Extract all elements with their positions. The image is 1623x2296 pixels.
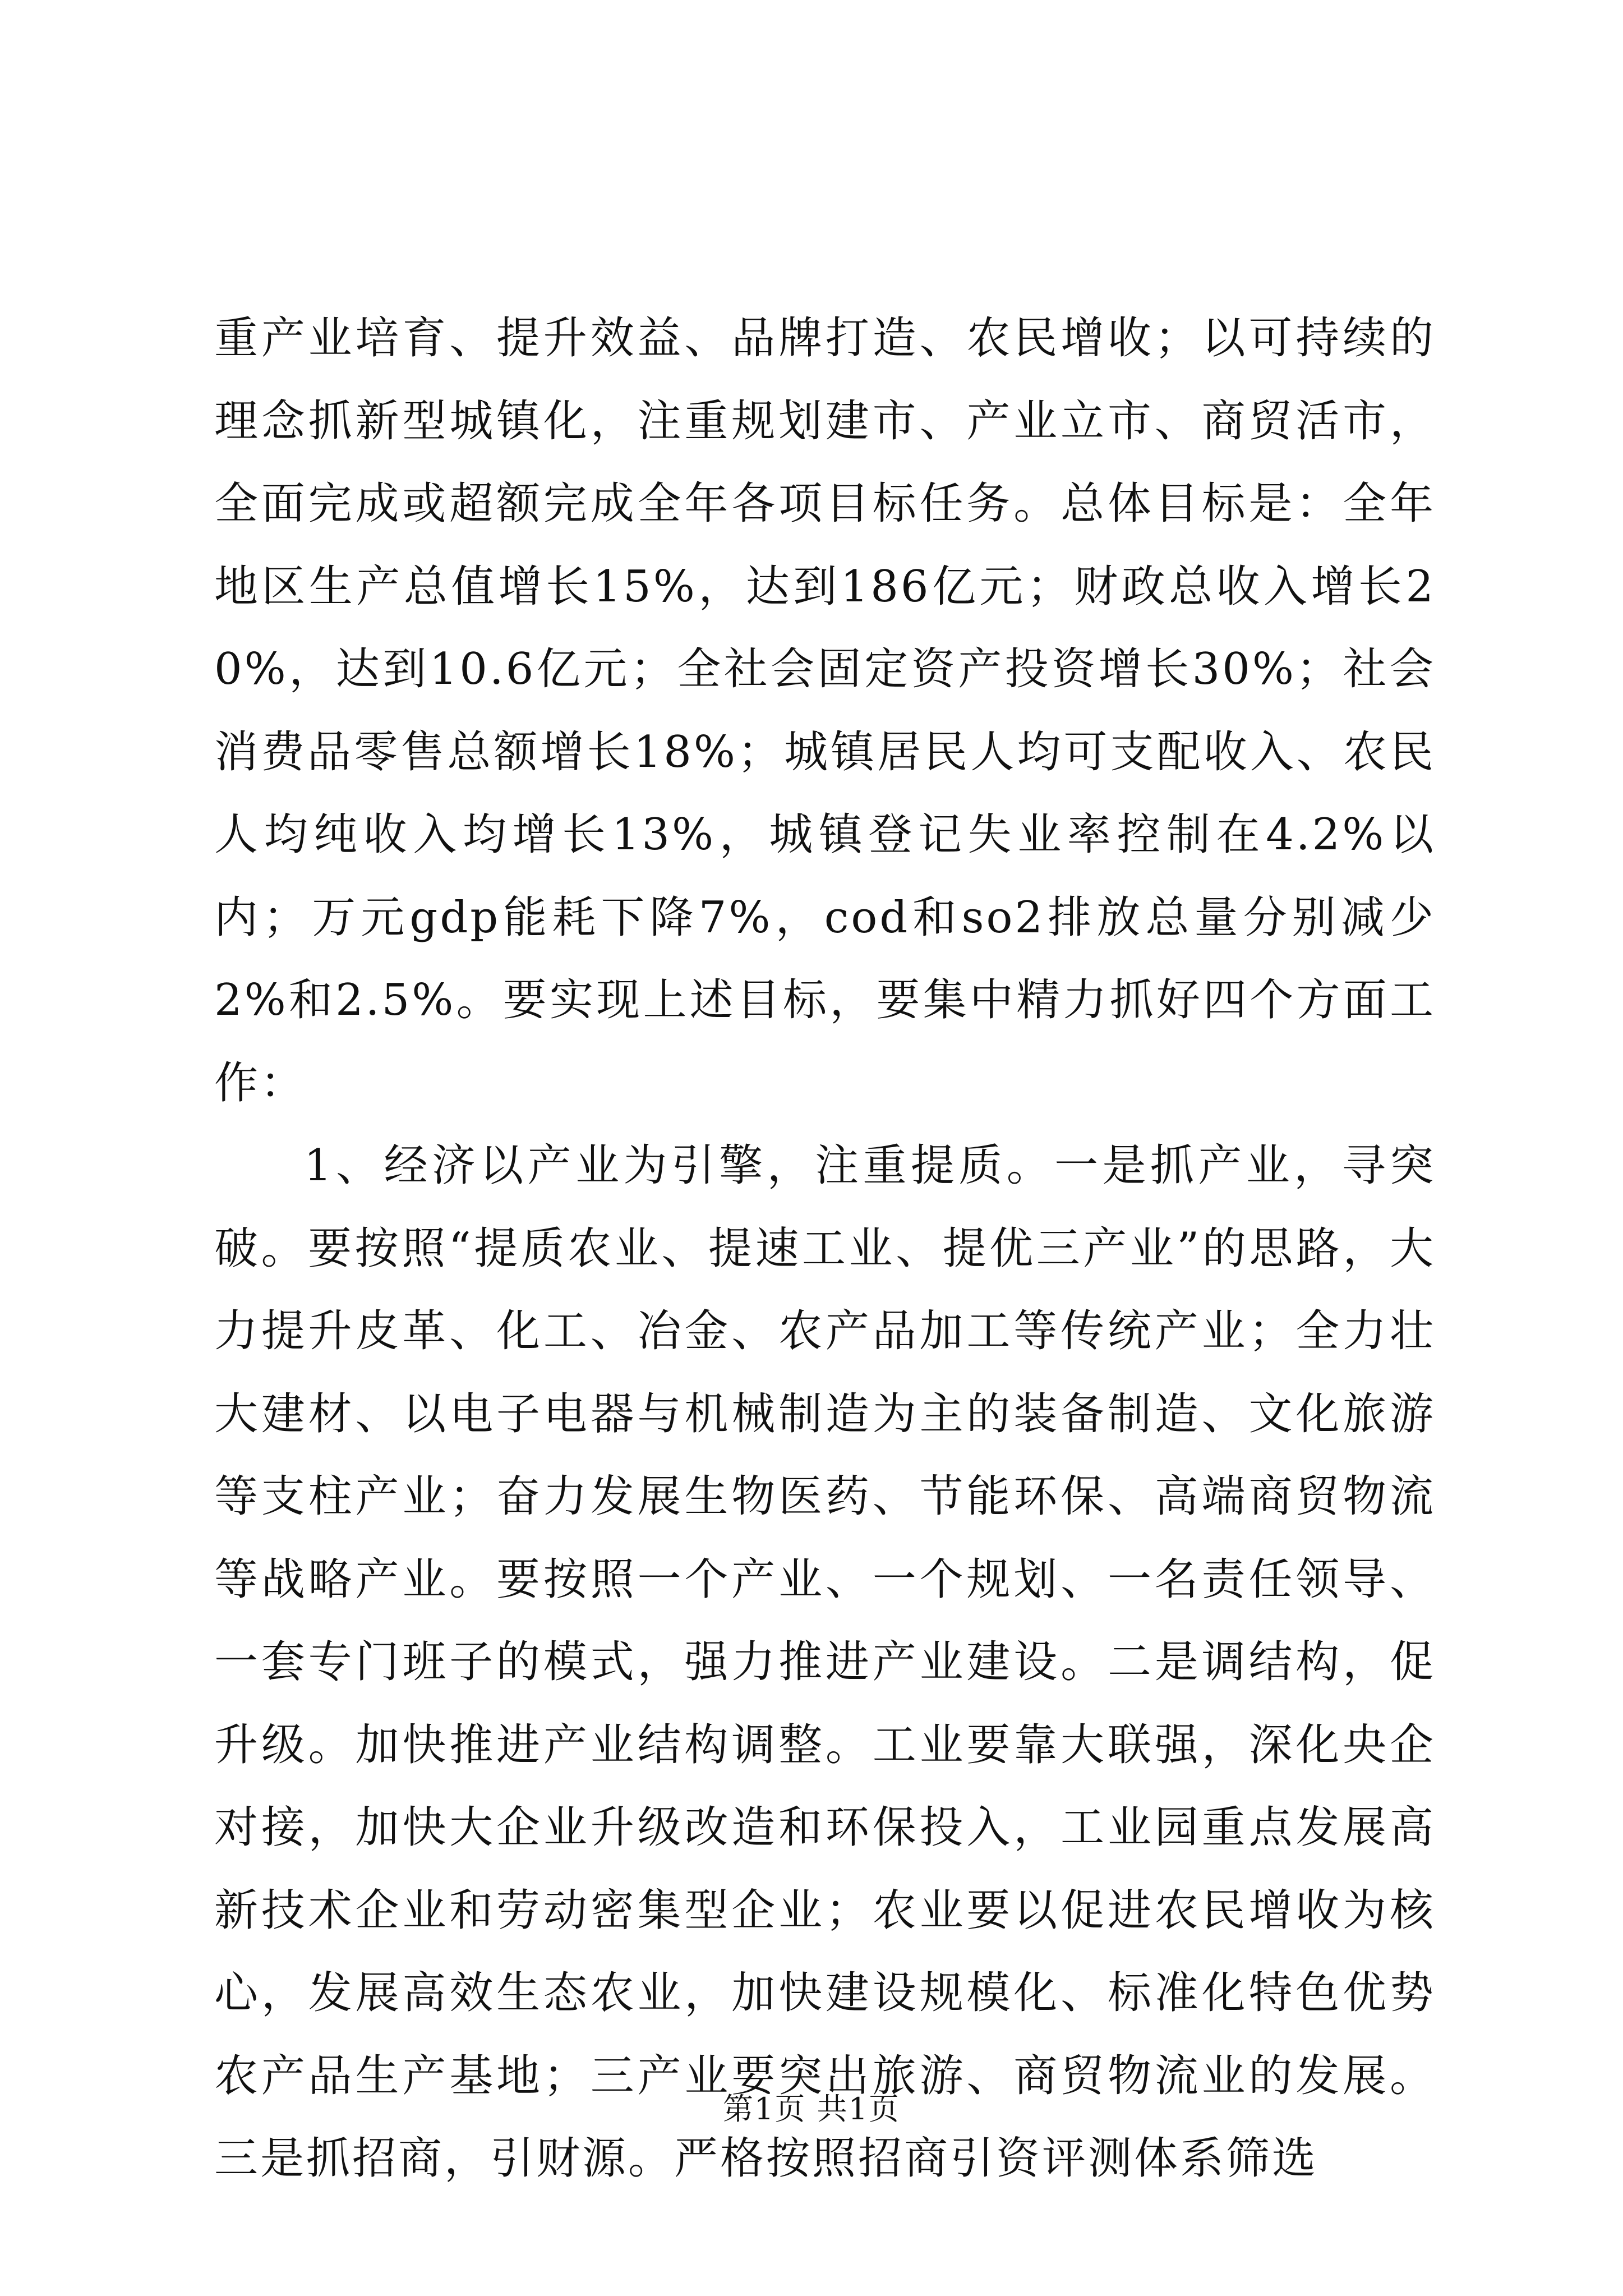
paragraph-economy-industry: 1、经济以产业为引擎，注重提质。一是抓产业，寻突破。要按照“提质农业、提速工业、提优三产业”的思路，大力提升皮革、化工、冶金、农产品加工等传统产业；全力壮大建材、以电子电器与机械制造为主的装备制造、文化旅游等支柱产业；奋力发展生物医药、节能环保、高端商贸物流等战略产业。要按照一个产业、一个规划、一名责任领导、一套专门班子的模式，强力推进产业建设。二是调结构，促升级。加快推进产业结构调整。工业要靠大联强，深化央企对接，加快大企业升级改造和环保投入，工业园重点发展高新技术企业和劳动密集型企业；农业要以促进农民增收为核心，发展高效生态农业，加快建设规模化、标准化特色优势农产品生产基地；三产业要突出旅游、商贸物流业的发展。三是抓招商，引财源。严格按照招商引资评测体系筛选 <box>214 1140 1436 2184</box>
document-body <box>214 297 1436 2201</box>
paragraph-continuation: 重产业培育、提升效益、品牌打造、农民增收；以可持续的理念抓新型城镇化，注重规划建市、产业立市、商贸活市，全面完成或超额完成全年各项目标任务。总体目标是：全年地区生产总值增长15%，达到186亿元；财政总收入增长20%，达到10.6亿元；全社会固定资产投资增长30%；社会消费品零售总额增长18%；城镇居民人均可支配收入、农民人均纯收入均增长13%，城镇登记失业率控制在4.2%以内；万元gdp能耗下降7%，cod和so2排放总量分别减少2%和2.5%。要实现上述目标，要集中精力抓好四个方面工作： <box>214 313 1436 1108</box>
page-number-footer: 第1页 共1页 <box>723 2091 900 2127</box>
